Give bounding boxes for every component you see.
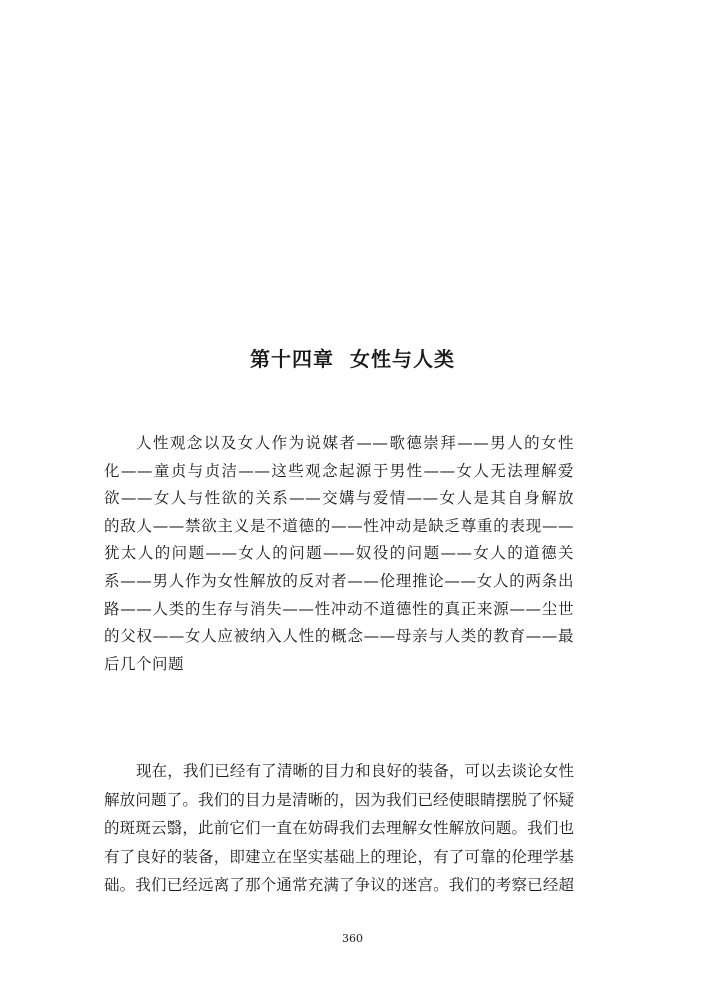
summary-line: 系——男人作为女性解放的反对者——伦理推论——女人的两条出: [104, 571, 574, 590]
summary-line: 欲——女人与性欲的关系——交媾与爱情——女人是其自身解放: [104, 489, 574, 508]
summary-line: 化——童贞与贞洁——这些观念起源于男性——女人无法理解爱: [104, 461, 574, 480]
summary-line: 人性观念以及女人作为说媒者——歌德崇拜——男人的女性: [136, 434, 574, 452]
summary-line: 的敌人——禁欲主义是不道德的——性冲动是缺乏尊重的表现——: [104, 516, 574, 535]
body-line: 解放问题了。我们的目力是清晰的，因为我们已经使眼睛摆脱了怀疑: [104, 790, 574, 809]
summary-line: 路——人类的生存与消失——性冲动不道德性的真正来源——尘世: [104, 599, 574, 618]
summary-line: 后几个问题: [104, 654, 185, 673]
body-line: 有了良好的装备，即建立在坚实基础上的理论，有了可靠的伦理学基: [104, 847, 574, 866]
body-line: 的斑斑云翳，此前它们一直在妨碍我们去理解女性解放问题。我们也: [104, 819, 574, 837]
chapter-title: 第十四章 女性与人类: [250, 347, 455, 371]
summary-line: 犹太人的问题——女人的问题——奴役的问题——女人的道德关: [104, 544, 574, 563]
body-line: 现在，我们已经有了清晰的目力和良好的装备，可以去谈论女性: [136, 762, 574, 780]
page-number: 360: [342, 932, 363, 945]
summary-line: 的父权——女人应被纳入人性的概念——母亲与人类的教育——最: [104, 627, 574, 646]
body-line: 础。我们已经远离了那个通常充满了争议的迷宫。我们的考察已经超: [104, 876, 574, 894]
body-paragraph: [104, 757, 574, 900]
chapter-summary: [104, 430, 574, 678]
